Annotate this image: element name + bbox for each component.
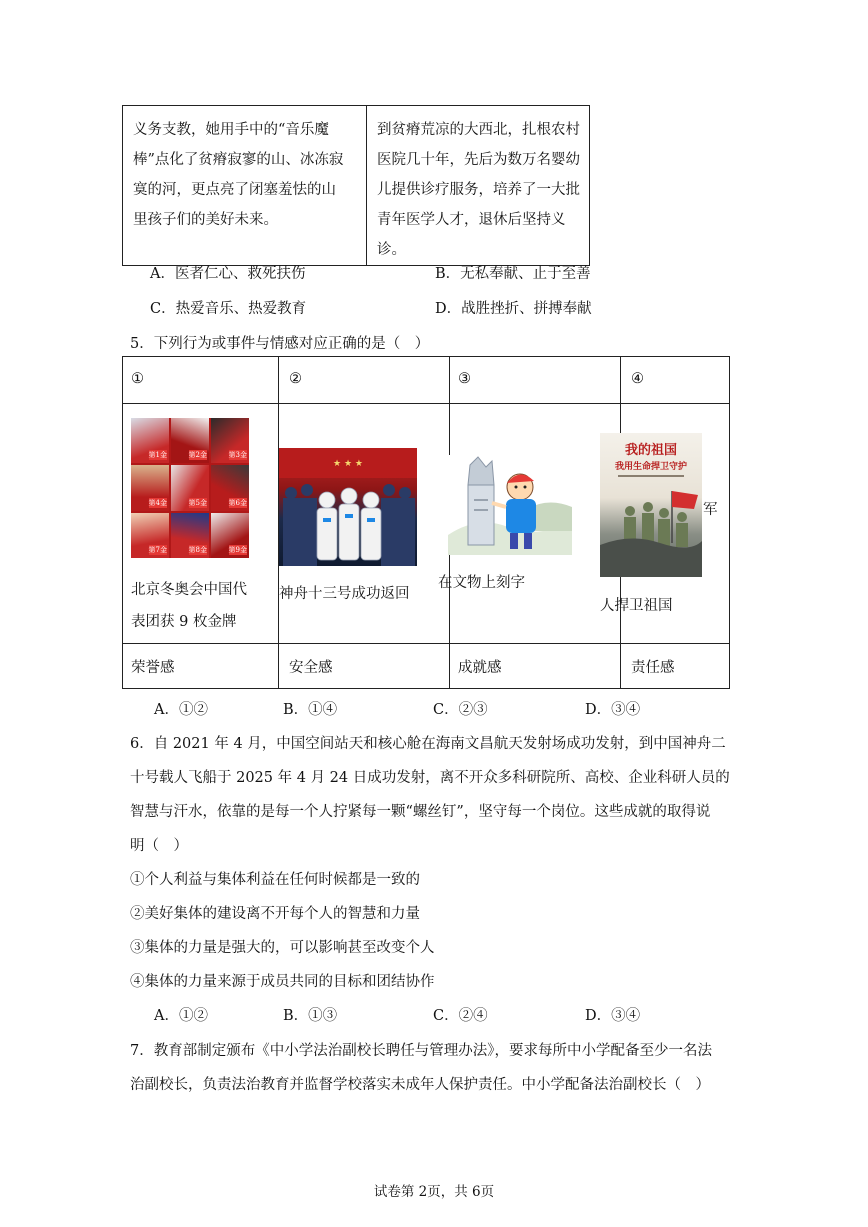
poster-title: 我的祖国 — [624, 443, 677, 458]
q4-table-left-cell — [123, 106, 367, 266]
medal-tile-5: 第5金 — [171, 465, 209, 510]
q4-left-line-1: 义务支教，她用手中的“音乐魔 — [133, 122, 329, 138]
q6-stem-line-1: 6．自 2021 年 4 月，中国空间站天和核心舱在海南文昌航天发射场成功发射，到中国神舟二 — [130, 736, 726, 752]
soldiers-flag-illustration — [600, 433, 702, 577]
q4-option-d: D．战胜挫折、拼搏奉献 — [435, 301, 592, 317]
q4-left-line-3: 寞的河，更点亮了闭塞羞怯的山 — [133, 182, 336, 198]
q5-option-b: B．①④ — [283, 702, 338, 718]
q6-item-4: ④集体的力量来源于成员共同的目标和团结协作 — [130, 974, 435, 990]
q6-stem-line-3: 智慧与汗水，依靠的是每一个人拧紧每一颗“螺丝钉”，坚守每一个岗位。这些成就的取得说 — [130, 804, 711, 820]
q6-option-d: D．③④ — [585, 1008, 641, 1024]
q6-stem-line-4: 明（ ） — [130, 838, 188, 854]
q5-header-3: ③ — [450, 357, 621, 404]
q4-option-a: A．医者仁心、救死扶伤 — [150, 266, 306, 282]
q5-caption-1-line-2: 表团获 9 枚金牌 — [131, 614, 237, 630]
q4-option-c: C．热爱音乐、热爱教育 — [150, 301, 307, 317]
astronauts-illustration — [279, 448, 417, 566]
q6-item-3: ③集体的力量是强大的，可以影响甚至改变个人 — [130, 940, 435, 956]
olympic-medal-collage-image — [131, 418, 249, 558]
q5-feeling-4: 责任感 — [621, 644, 730, 689]
q4-right-line-2: 医院几十年，先后为数万名婴幼 — [377, 152, 580, 168]
medal-tile-9: 第9金 — [211, 513, 249, 558]
q5-caption-3: 在文物上刻字 — [438, 575, 525, 591]
q6-option-a: A．①② — [154, 1008, 208, 1024]
carving-cartoon-illustration — [448, 455, 572, 555]
poster-subtitle: 我用生命捍卫守护 — [614, 462, 687, 472]
q5-caption-1-line-1: 北京冬奥会中国代 — [131, 582, 247, 598]
q5-feeling-1: 荣誉感 — [123, 644, 279, 689]
q6-option-c: C．②④ — [433, 1008, 488, 1024]
defend-motherland-poster-image — [600, 433, 702, 577]
q5-caption-4: 人捍卫祖国 — [600, 598, 673, 614]
q5-option-c: C．②③ — [433, 702, 488, 718]
q4-right-line-4: 青年医学人才，退休后坚持义诊。 — [377, 212, 566, 258]
medal-tile-7: 第7金 — [131, 513, 169, 558]
medal-tile-4: 第4金 — [131, 465, 169, 510]
q6-stem-line-2: 十号载人飞船于 2025 年 4 月 24 日成功发射，离不开众多科研院所、高校、企业科研人员的 — [130, 770, 730, 786]
q6-option-b: B．①③ — [283, 1008, 338, 1024]
q5-header-4: ④ — [621, 357, 730, 404]
q5-header-2: ② — [279, 357, 450, 404]
q4-right-line-1: 到贫瘠荒凉的大西北，扎根农村 — [377, 122, 580, 138]
q4-table — [122, 105, 590, 266]
medal-tile-2: 第2金 — [171, 418, 209, 463]
q6-item-2: ②美好集体的建设离不开每个人的智慧和力量 — [130, 906, 420, 922]
svg-text:★ ★ ★: ★ ★ ★ — [333, 459, 363, 469]
q7-stem-line-1: 7．教育部制定颁布《中小学法治副校长聘任与管理办法》，要求每所中小学配备至少一名法 — [130, 1043, 712, 1059]
q5-caption-2: 神舟十三号成功返回 — [279, 586, 410, 602]
carving-on-relic-cartoon-image — [448, 455, 572, 555]
q4-left-line-4: 里孩子们的美好未来。 — [133, 212, 278, 228]
q4-left-line-2: 棒”点化了贫瘠寂寥的山、冰冻寂 — [133, 152, 344, 168]
q4-right-line-3: 儿提供诊疗服务，培养了一大批 — [377, 182, 580, 198]
q5-option-a: A．①② — [154, 702, 208, 718]
medal-tile-8: 第8金 — [171, 513, 209, 558]
q7-stem-line-2: 治副校长，负责法治教育并监督学校落实未成年人保护责任。中小学配备法治副校长（ ） — [130, 1077, 710, 1093]
q5-caption-4-side: 军 — [703, 502, 718, 518]
q4-table-right-cell — [367, 106, 590, 266]
q4-option-b: B．无私奉献、止于至善 — [435, 266, 591, 282]
q5-option-d: D．③④ — [585, 702, 641, 718]
q6-item-1: ①个人利益与集体利益在任何时候都是一致的 — [130, 872, 420, 888]
q5-header-1: ① — [123, 357, 279, 404]
medal-tile-6: 第6金 — [211, 465, 249, 510]
q5-feeling-3: 成就感 — [450, 644, 621, 689]
shenzhou-astronauts-image — [279, 448, 417, 566]
medal-grid — [131, 418, 249, 558]
q5-stem: 5．下列行为或事件与情感对应正确的是（ ） — [130, 336, 430, 352]
medal-tile-1: 第1金 — [131, 418, 169, 463]
medal-tile-3: 第3金 — [211, 418, 249, 463]
page-footer: 试卷第 2页，共 6页 — [373, 1184, 495, 1200]
q5-feeling-2: 安全感 — [279, 644, 450, 689]
